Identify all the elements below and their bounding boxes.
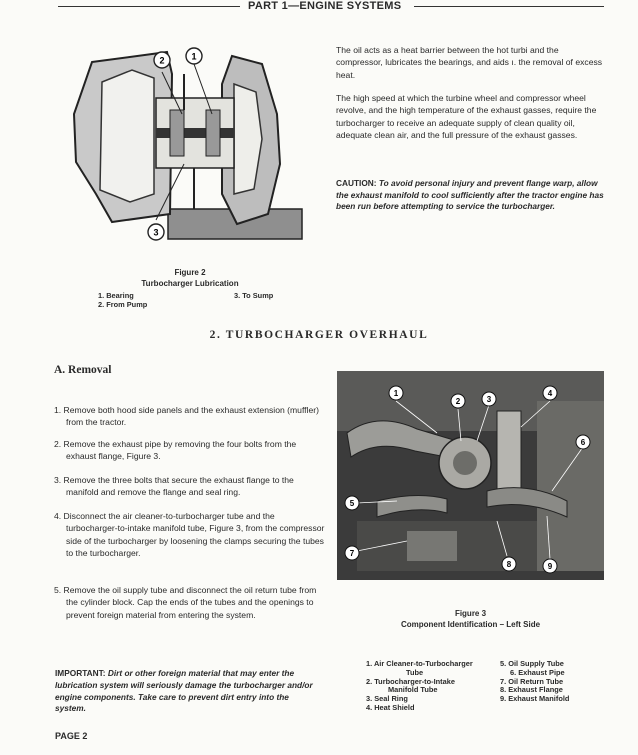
figure-2-legend-item: 1. Bearing — [98, 291, 134, 300]
fig3-callout-label-6: 6 — [580, 438, 586, 447]
caution-note — [336, 178, 604, 213]
fig3-callout-label-2: 2 — [455, 397, 461, 406]
exhaust-pipe — [497, 411, 521, 491]
shaft — [156, 128, 234, 138]
figure-3-legend-right — [500, 660, 604, 704]
removal-step: 2. Remove the exhaust pipe by removing the four bolts from the exhaust flange, Figure 3. — [54, 439, 297, 462]
side-panel — [537, 401, 604, 571]
figure-2-legend-item: 3. To Sump — [234, 291, 274, 300]
removal-step: 1. Remove both hood side panels and the exhaust extension (muffler) from the tractor. — [54, 405, 319, 428]
fig3-callout-label-7: 7 — [349, 549, 355, 558]
bearing-left — [170, 110, 184, 156]
figure-3-legend-item: 8. Exhaust Flange — [500, 685, 563, 695]
figure-3-title: Figure 3 — [454, 609, 487, 618]
figure-3-legend-item: 1. Air Cleaner-to-Turbocharger — [366, 659, 473, 668]
caution-text: To avoid personal injury and prevent flange warp, allow the exhaust manifold to cool sufficiently after the tractor engine has been run before attempting to service the turbocharger. — [336, 178, 604, 212]
figure-3-legend-item: Tube — [406, 667, 424, 677]
figure-2-legend-item: 2. From Pump — [98, 300, 148, 309]
figure-3-legend-item: 5. Oil Supply Tube — [500, 659, 564, 668]
removal-step: 5. Remove the oil supply tube and disconnect the oil return tube from the cylinder block. Cap the ends of the tubes and the openings to prevent foreign material from entering the system. — [54, 585, 317, 620]
turbocharger-hub — [453, 451, 477, 475]
removal-heading: A. Removal — [54, 364, 112, 376]
figure-3-legend-left — [366, 660, 496, 713]
removal-step: 4. Disconnect the air cleaner-to-turbocharger tube and the turbocharger-to-intake manifold tube, Figure 3, from the compressor side of the turbocharger by loosening the clamps securing the tubes to the turbocharger. — [54, 511, 325, 559]
fig3-callout-label-1: 1 — [393, 389, 399, 398]
figure-3-engine-photo — [337, 371, 604, 580]
figure-3-legend-item: 3. Seal Ring — [366, 694, 408, 704]
fig3-callout-label-8: 8 — [506, 560, 512, 569]
removal-step: 3. Remove the three bolts that secure the exhaust flange to the manifold and remove the flange and seal ring. — [54, 475, 294, 498]
important-text: Dirt or other foreign material that may enter the lubrication system will seriously damage the turbocharger and/or engine components. Take care to prevent dirt entry into the system. — [55, 668, 313, 714]
figure-2-legend — [98, 292, 318, 316]
callout-label-1: 1 — [191, 51, 197, 62]
fig3-callout-label-5: 5 — [349, 499, 355, 508]
figure-2-subtitle: Turbocharger Lubrication — [141, 279, 239, 288]
figure-2-title: Figure 2 — [174, 268, 206, 277]
header-rule-left — [58, 6, 240, 7]
oil-filter-area — [407, 531, 457, 561]
section-title: 2. TURBOCHARGER OVERHAUL — [209, 329, 429, 341]
figure-3-legend-item: 4. Heat Shield — [366, 702, 415, 712]
fig3-callout-label-3: 3 — [486, 395, 492, 404]
figure-3-subtitle: Component Identification – Left Side — [400, 620, 541, 629]
figure-3-legend-item: 7. Oil Return Tube — [500, 676, 564, 686]
page-number: PAGE 2 — [55, 731, 88, 741]
figure-3-legend-item: 6. Exhaust Pipe — [510, 667, 565, 677]
figure-3-legend-item: 9. Exhaust Manifold — [500, 694, 570, 704]
figure-3-legend-item: Manifold Tube — [388, 685, 438, 695]
important-note — [55, 668, 313, 715]
fig3-callout-label-4: 4 — [547, 389, 553, 398]
figure-2-turbocharger-diagram — [72, 44, 304, 254]
compressor-wheel — [100, 70, 154, 202]
important-label: IMPORTANT: — [55, 668, 106, 678]
callout-label-2: 2 — [159, 55, 165, 66]
bearing-right — [206, 110, 220, 156]
callout-label-3: 3 — [153, 227, 159, 238]
intro-paragraph-1: The oil acts as a heat barrier between the hot turbi and the compressor, lubricates the bearings, and aids ı. the removal of excess heat. — [336, 45, 603, 80]
intro-paragraph-2: The high speed at which the turbine wheel and compressor wheel revolve, and the high temperature of the exhaust gasses, require the turbocharger to receive an adequate supply of clean quality oil, adequate clean air, and the full pressure of the exhaust gasses. — [336, 93, 597, 141]
page-header-title: PART 1—ENGINE SYSTEMS — [248, 0, 402, 12]
caution-label: CAUTION: — [336, 178, 377, 188]
fig3-callout-label-9: 9 — [547, 562, 553, 571]
figure-3-legend-item: 2. Turbocharger-to-Intake — [366, 676, 455, 686]
header-rule-right — [414, 6, 604, 7]
